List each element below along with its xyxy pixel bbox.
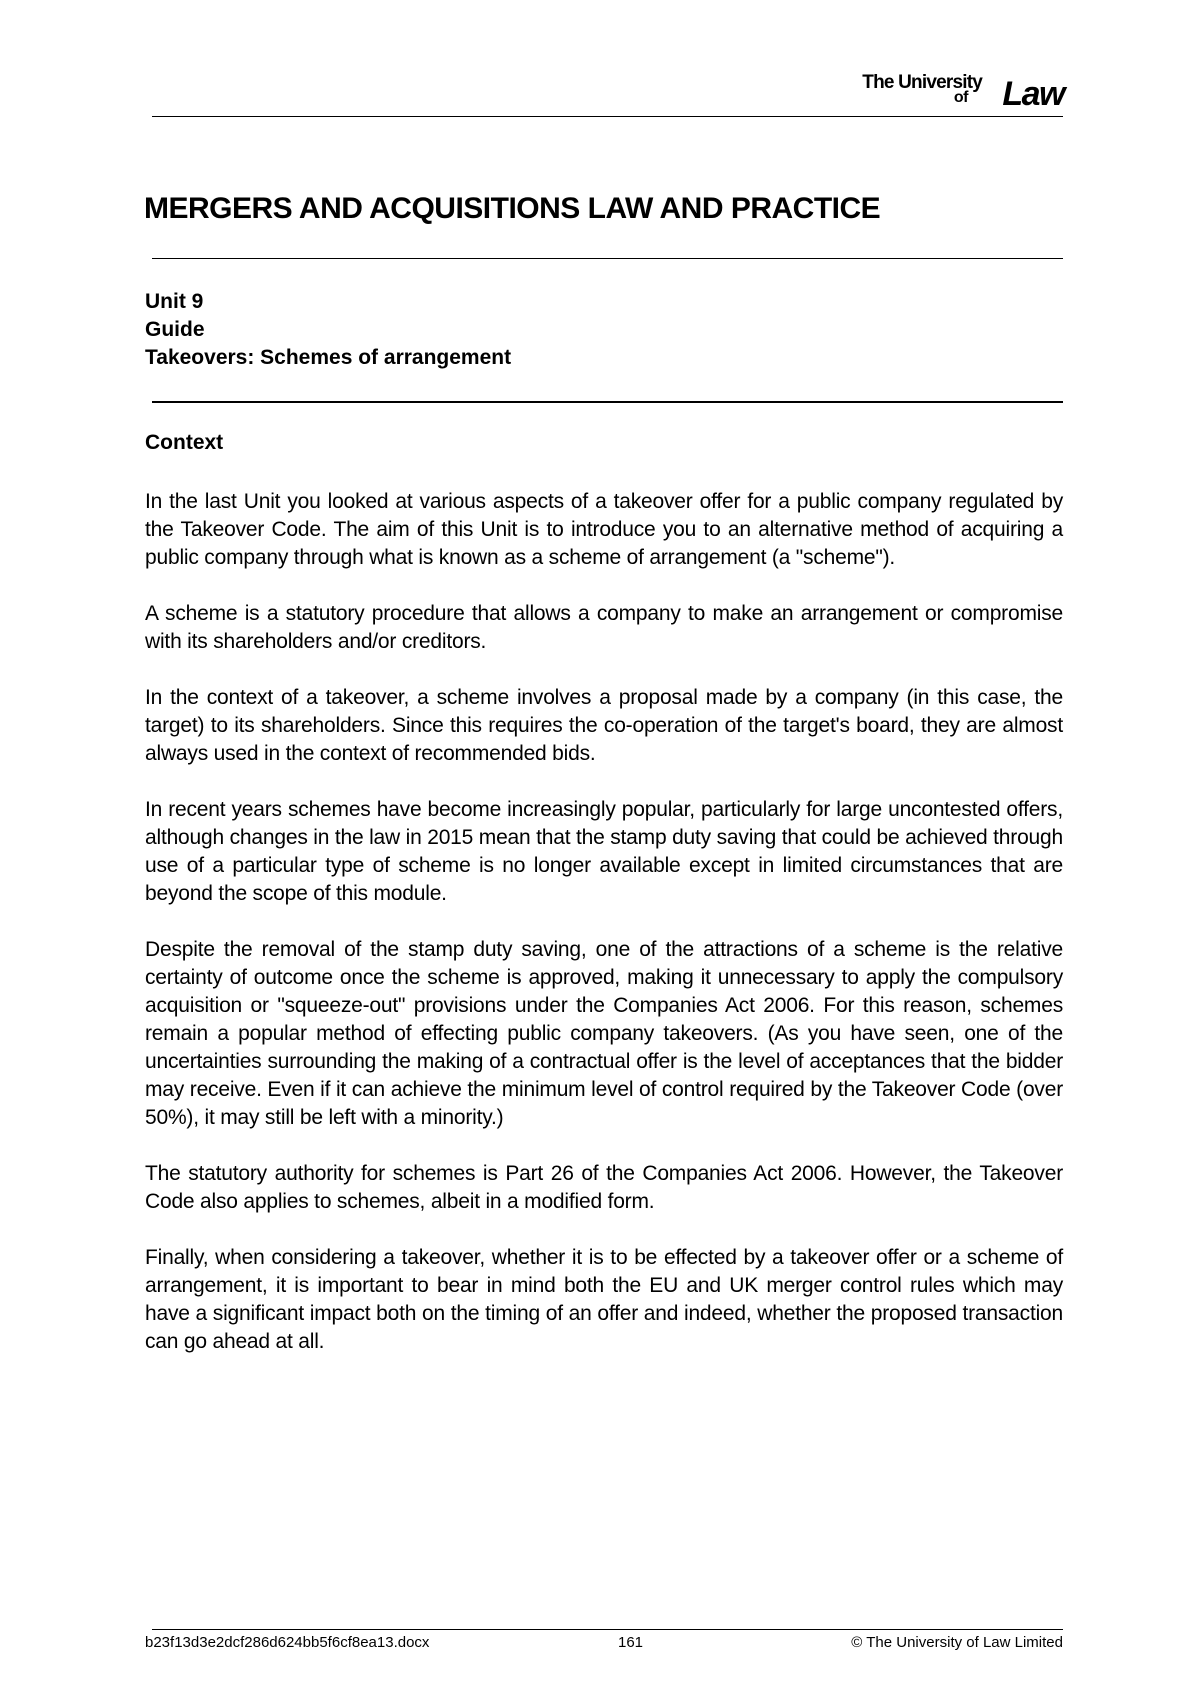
title-divider [152, 258, 1063, 259]
page-footer [145, 1634, 1063, 1654]
paragraph: Finally, when considering a takeover, whether it is to be effected by a takeover offer or a scheme of arrangement, it is important to bear in mind both the EU and UK merger control rules which may have a significant impact both on the timing of an offer and indeed, whether the proposed transaction can go ahead at all. [145, 1246, 1063, 1353]
paragraph: Despite the removal of the stamp duty saving, one of the attractions of a scheme is the relative certainty of outcome once the scheme is approved, making it unnecessary to apply the compulsory acquisition or "squeeze-out" provisions under the Companies Act 2006. For this reason, schemes remain a popular method of effecting public company takeovers. (As you have seen, one of the uncertainties surrounding the making of a contractual offer is the level of acceptances that the bidder may receive. Even if it can achieve the minimum level of control required by the Takeover Code (over 50%), it may still be left with a minority.) [145, 938, 1063, 1129]
university-logo [854, 72, 1064, 112]
header-divider [152, 116, 1063, 117]
paragraph: In the last Unit you looked at various aspects of a takeover offer for a public company regulated by the Takeover Code. The aim of this Unit is to introduce you to an alternative method of acquiring a public company through what is known as a scheme of arrangement (a "scheme"). [145, 490, 1063, 569]
context-heading: Context [145, 431, 224, 454]
unit-divider [152, 401, 1063, 403]
footer-filename: b23f13d3e2dcf286d624bb5f6cf8ea13.docx [145, 1634, 430, 1651]
logo-line-university: The University [862, 72, 982, 93]
unit-topic: Takeovers: Schemes of arrangement [145, 346, 512, 369]
unit-type: Guide [145, 318, 205, 341]
footer-copyright: © The University of Law Limited [851, 1634, 1063, 1651]
paragraph: In recent years schemes have become increasingly popular, particularly for large uncontested offers, although changes in the law in 2015 mean that the stamp duty saving that could be achieved through use of a particular type of scheme is no longer available except in limited circumstances that are beyond the scope of this module. [145, 798, 1063, 905]
logo-line-law: Law [1002, 75, 1064, 113]
unit-number: Unit 9 [145, 290, 204, 313]
footer-page-number: 161 [618, 1634, 644, 1651]
paragraph: The statutory authority for schemes is Part 26 of the Companies Act 2006. However, the Takeover Code also applies to schemes, albeit in a modified form. [145, 1162, 1063, 1213]
document-title: MERGERS AND ACQUISITIONS LAW AND PRACTICE [144, 192, 881, 225]
unit-info [145, 288, 511, 372]
footer-divider [152, 1629, 1063, 1630]
paragraph: A scheme is a statutory procedure that allows a company to make an arrangement or compromise with its shareholders and/or creditors. [145, 602, 1063, 653]
paragraph: In the context of a takeover, a scheme involves a proposal made by a company (in this case, the target) to its shareholders. Since this requires the co-operation of the target's board, they are almost always used in the context of recommended bids. [145, 686, 1063, 765]
logo-line-of: of [953, 89, 968, 106]
context-body [145, 488, 1063, 1384]
